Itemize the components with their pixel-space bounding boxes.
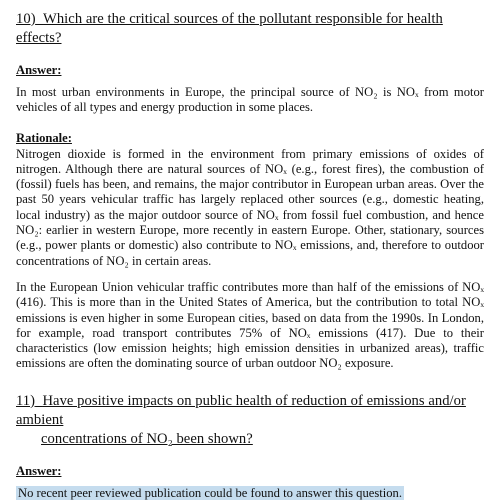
question-10-heading xyxy=(16,10,484,48)
answer-10-label: Answer: xyxy=(16,63,62,77)
rationale-paragraph-1: Nitrogen dioxide is formed in the environment from primary emissions of oxides of nitrogen. Although there are natural sources of NOₓ (e.g., forest fires), the combustion of (fossil) fuels has been, and remains, the major contributor in European urban areas. Over the past 50 years vehicular traffic has largely replaced other sources (e.g., domestic heating, local industry) as the major outdoor source of NOₓ from fossil fuel combustion, and hence NO₂: earlier in western Europe, more recently in eastern Europe. Other, stationary, sources (e.g., power plants or domestic) also contribute to NOₓ emissions, and, therefore to outdoor concentrations of NO₂ in certain areas. xyxy=(16,146,484,268)
question-11-number: 11) xyxy=(16,392,36,409)
answer-10-text: In most urban environments in Europe, the principal source of NO₂ is NOₓ from motor vehicles of all types and energy production in some places. xyxy=(16,85,484,115)
question-11-text-line-1: Have positive impacts on public health of reduction of emissions and/or ambient xyxy=(16,392,466,428)
question-11-heading xyxy=(16,392,484,449)
question-10-number: 10) xyxy=(16,11,36,27)
question-10-text: Which are the critical sources of the pollutant responsible for health effects? xyxy=(16,11,443,46)
question-11-text-line-2: concentrations of NO₂ been shown? xyxy=(41,430,253,447)
answer-11-container xyxy=(16,486,484,501)
answer-11-highlighted-text: No recent peer reviewed publication could be found to answer this question. xyxy=(18,485,402,500)
rationale-label: Rationale: xyxy=(16,130,72,145)
rationale-paragraph-2: In the European Union vehicular traffic contributes more than half of the emissions of NOₓ (416). This is more than in the United States of America, but the contribution to total NOₓ emissions is even higher in some European cities, based on data from the 1990s. In London, for example, road transport contributes 75% of NOₓ emissions (417). Due to their characteristics (low emission heights; high emission densities in urbanized areas), traffic emissions are often the dominating source of urban outdoor NO₂ exposure. xyxy=(16,279,484,371)
answer-11-label: Answer: xyxy=(16,463,62,478)
